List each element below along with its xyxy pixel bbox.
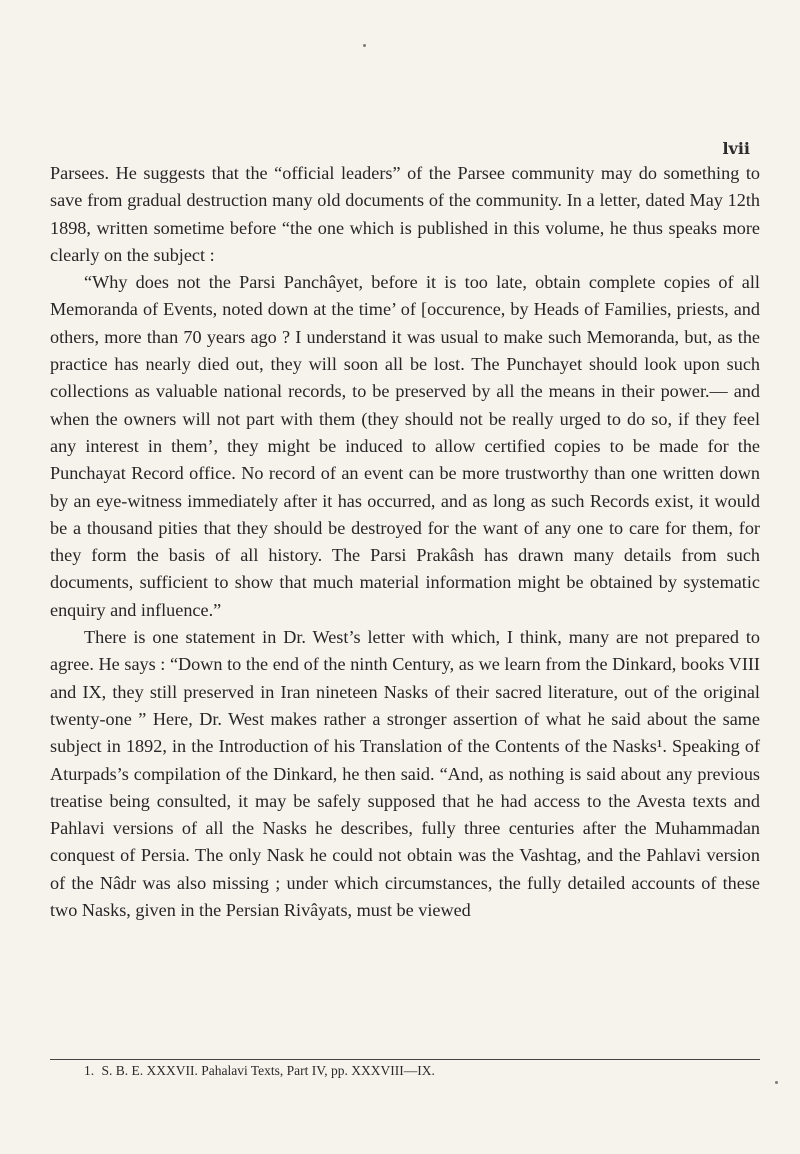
footnote-mark: 1. bbox=[84, 1063, 95, 1078]
footnote-divider bbox=[50, 1059, 760, 1060]
footnote-text: S. B. E. XXXVII. Pahalavi Texts, Part IV, pp. XXXVIII—IX. bbox=[101, 1063, 435, 1078]
footnote bbox=[84, 1063, 764, 1079]
print-speck bbox=[363, 44, 366, 47]
body-text bbox=[50, 160, 760, 924]
paragraph-quotation: “Why does not the Parsi Panchâyet, before it is too late, obtain complete copies of all Memoranda of Events, noted down at the time’ of [occurence, by Heads of Families, priests, and others, more than 70 years ago ? I understand it was usual to make such Memoranda, but, as the practice has nearly died out, they will soon all be lost. The Punchayet should look upon such collections as valuable national records, to be preserved by all the means in their power.— and when the owners will not part with them (they should not be really urged to do so, if they feel any interest in them’, they might be induced to allow certified copies to be made for the Punchayat Record office. No record of an event can be more trustworthy than one written down by an eye-witness immediately after it has occurred, and as long as such Records exist, it would be a thousand pities that they should be destroyed for the want of any one to care for them, for they form the basis of all history. The Parsi Prakâsh has drawn many details from such documents, sufficient to show that much material information might be obtained by systematic enquiry and influence.” bbox=[50, 272, 760, 620]
paragraph-continuation: Parsees. He suggests that the “official leaders” of the Parsee community may do something to save from gradual destruction many old documents of the community. In a letter, dated May 12th 1898, written sometime before “the one which is published in this volume, he thus speaks more clearly on the subject : bbox=[50, 163, 760, 265]
print-speck bbox=[775, 1081, 778, 1084]
paragraph-west-statement: There is one statement in Dr. West’s letter with which, I think, many are not prepared to agree. He says : “Down to the end of the ninth Century, as we learn from the Dinkard, books VIII and IX, they still preserved in Iran nineteen Nasks of their sacred literature, out of the original twenty-one ” Here, Dr. West makes rather a stronger assertion of what he said about the same subject in 1892, in the Introduction of his Translation of the Contents of the Nasks¹. Speaking of Aturpads’s compilation of the Dinkard, he then said. “And, as nothing is said about any previous treatise being consulted, it may be safely supposed that he had access to the Avesta texts and Pahlavi versions of all the Nasks he describes, fully three centuries after the Muhammadan conquest of Persia. The only Nask he could not obtain was the Vashtag, and the Pahlavi version of the Nâdr was also missing ; under which circumstances, the fully detailed accounts of these two Nasks, given in the Persian Rivâyats, must be viewed bbox=[50, 627, 760, 921]
page-number: lvii bbox=[722, 139, 750, 158]
